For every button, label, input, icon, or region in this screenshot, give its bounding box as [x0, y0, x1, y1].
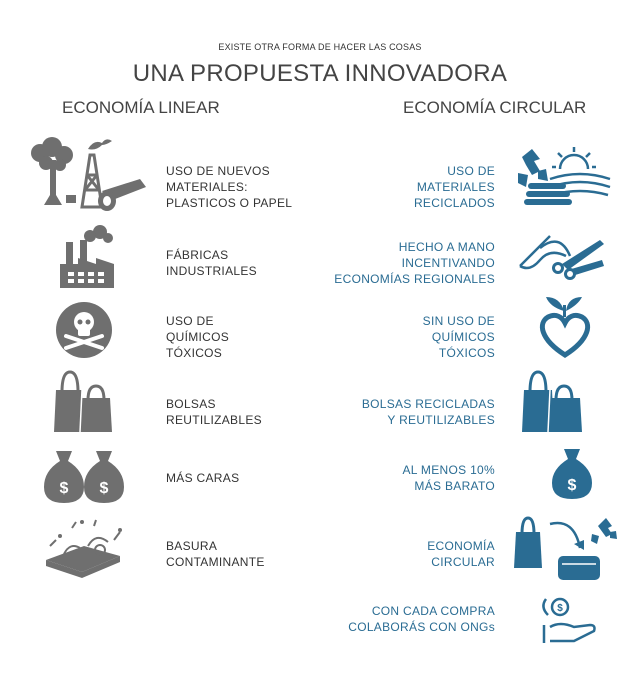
- skull-crossbones-icon: [20, 298, 148, 362]
- money-bag-icon: [510, 445, 620, 503]
- circular-row-2-text: HECHO A MANO INCENTIVANDO ECONOMÍAS REGIONALES: [334, 240, 495, 286]
- circular-row-1-text: USO DE MATERIALES RECICLADOS: [413, 164, 495, 210]
- factory-icon: [20, 222, 148, 292]
- svg-text:$: $: [567, 477, 577, 494]
- needle-scissors-icon: [510, 228, 620, 283]
- shopping-bags-icon: [510, 368, 620, 434]
- bag-to-wallet-recycle-icon: [510, 512, 620, 584]
- hand-coin-icon: [510, 593, 620, 645]
- tree-oil-derrick-paper-roll-icon: [20, 135, 148, 215]
- circular-economy-heading: ECONOMÍA CIRCULAR: [403, 98, 587, 117]
- trash-pile-icon: [20, 516, 148, 580]
- svg-text:$: $: [557, 603, 563, 614]
- page-title: UNA PROPUESTA INNOVADORA: [132, 60, 508, 87]
- circular-row-7-text: CON CADA COMPRA COLABORÁS CON ONGs: [348, 604, 495, 634]
- linear-row-6-text: BASURA CONTAMINANTE: [166, 539, 265, 569]
- svg-text:$: $: [59, 480, 69, 497]
- leaf-heart-icon: [510, 293, 620, 361]
- linear-row-5-text: MÁS CARAS: [166, 471, 240, 485]
- circular-row-4-text: BOLSAS RECICLADAS Y REUTILIZABLES: [361, 397, 495, 427]
- linear-row-3-text: USO DE QUÍMICOS TÓXICOS: [166, 314, 230, 360]
- linear-row-1-text: USO DE NUEVOS MATERIALES: PLASTICOS O PAPEL: [166, 164, 293, 210]
- recycle-fields-icon: [510, 143, 620, 213]
- page-subtitle: EXISTE OTRA FORMA DE HACER LAS COSAS: [218, 42, 422, 52]
- circular-row-3-text: SIN USO DE QUÍMICOS TÓXICOS: [422, 314, 495, 360]
- money-bags-icon: [20, 445, 148, 507]
- linear-row-2-text: FÁBRICAS INDUSTRIALES: [166, 248, 257, 278]
- circular-row-5-text: AL MENOS 10% MÁS BARATO: [402, 463, 495, 493]
- linear-row-4-text: BOLSAS REUTILIZABLES: [166, 397, 262, 427]
- shopping-bags-icon: [20, 366, 148, 436]
- circular-row-6-text: ECONOMÍA CIRCULAR: [427, 539, 495, 569]
- svg-text:$: $: [99, 480, 109, 497]
- linear-economy-heading: ECONOMÍA LINEAR: [62, 98, 220, 117]
